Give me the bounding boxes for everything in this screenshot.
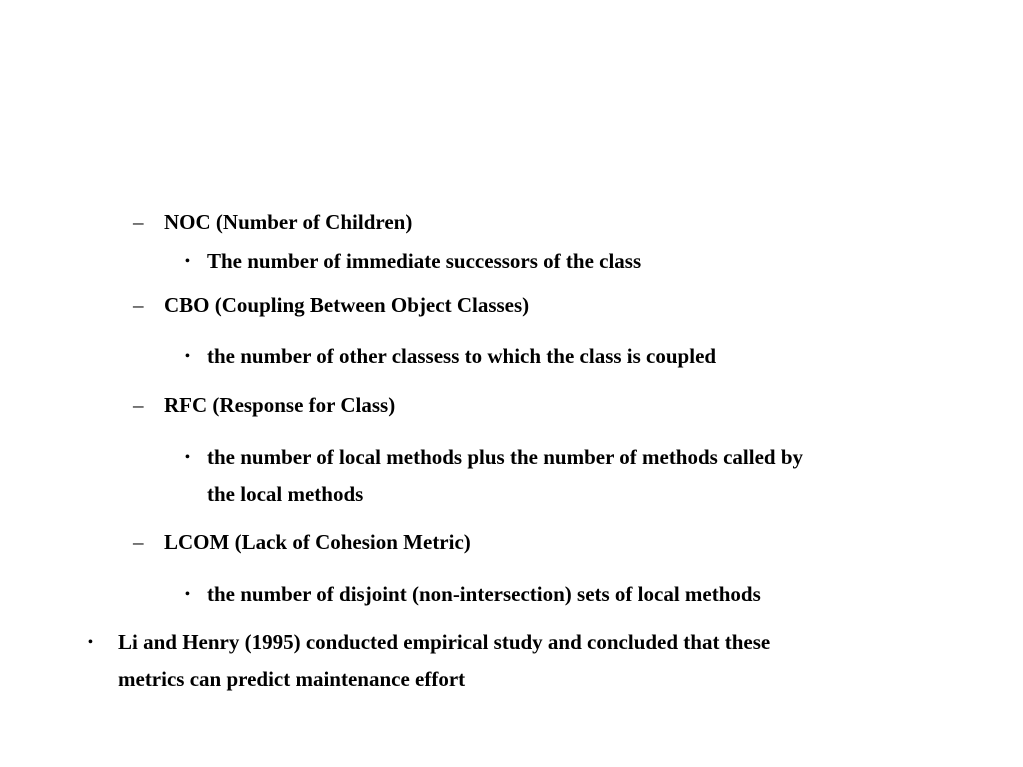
dash-bullet-icon: – [133, 530, 144, 554]
conclusion-line-2: metrics can predict maintenance effort [118, 667, 466, 691]
metric-lcom-heading: LCOM (Lack of Cohesion Metric) [164, 530, 471, 554]
metric-cbo-heading: CBO (Coupling Between Object Classes) [164, 293, 530, 317]
metric-cbo-description: the number of other classess to which the class is coupled [207, 344, 717, 368]
conclusion-line-1: Li and Henry (1995) conducted empirical study and concluded that these [118, 630, 771, 654]
dot-bullet-icon: • [88, 635, 93, 650]
dot-bullet-icon: • [185, 450, 190, 465]
metric-noc-description: The number of immediate successors of the class [207, 249, 642, 273]
metric-lcom-description: the number of disjoint (non-intersection) sets of local methods [207, 582, 761, 606]
dot-bullet-icon: • [185, 587, 190, 602]
dash-bullet-icon: – [133, 393, 144, 417]
dash-bullet-icon: – [133, 293, 144, 317]
dash-bullet-icon: – [133, 210, 144, 234]
metric-rfc-description-line-2: the local methods [207, 482, 364, 506]
dot-bullet-icon: • [185, 349, 190, 364]
metric-noc-heading: NOC (Number of Children) [164, 210, 413, 234]
metric-rfc-description-line-1: the number of local methods plus the number of methods called by [207, 445, 804, 469]
metric-rfc-heading: RFC (Response for Class) [164, 393, 396, 417]
dot-bullet-icon: • [185, 254, 190, 269]
